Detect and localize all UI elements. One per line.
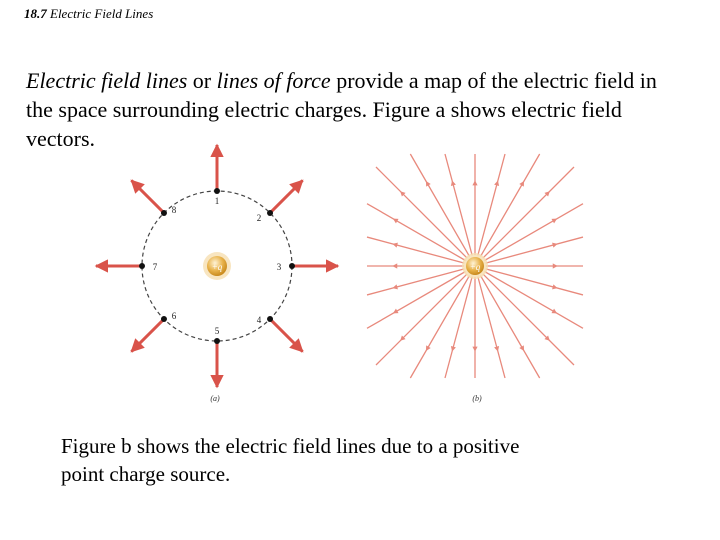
field-line-arrowhead <box>472 347 477 352</box>
field-line <box>481 154 540 256</box>
field-line <box>410 154 469 256</box>
charge-b-label: +q <box>469 262 481 272</box>
intro-connector: or <box>187 68 217 93</box>
field-point <box>267 316 273 322</box>
charge-a-label: +q <box>211 262 223 272</box>
field-line-arrowhead <box>494 346 499 352</box>
section-number: 18.7 <box>24 6 47 21</box>
field-line-arrowhead <box>451 346 456 352</box>
field-point <box>267 210 273 216</box>
field-vector-arrow <box>270 180 303 213</box>
point-label: 4 <box>256 315 262 326</box>
field-line <box>367 272 465 329</box>
field-vector-arrow <box>131 180 164 213</box>
field-line-arrowhead <box>451 181 456 187</box>
term-lines-of-force: lines of force <box>216 68 331 93</box>
field-point <box>161 210 167 216</box>
point-label: 8 <box>171 204 177 215</box>
point-label: 2 <box>256 212 262 223</box>
field-line <box>367 204 465 261</box>
field-line-arrowhead <box>552 243 558 248</box>
term-electric-field-lines: Electric field lines <box>26 68 188 93</box>
field-vector-arrow <box>270 319 303 352</box>
field-line <box>410 276 469 378</box>
figure-a <box>96 145 338 403</box>
field-line <box>485 204 583 261</box>
figure-b <box>367 154 583 403</box>
point-label: 3 <box>276 262 282 272</box>
field-vector-arrow <box>131 319 164 352</box>
point-label: 7 <box>152 262 158 272</box>
field-line-arrowhead <box>552 284 558 289</box>
caption: Figure b shows the electric field lines due to a positive point charge source. <box>61 434 520 486</box>
field-line-arrowhead <box>392 284 398 289</box>
field-line-arrowhead <box>392 243 398 248</box>
field-line-arrowhead <box>553 263 558 268</box>
point-label: 6 <box>171 311 177 322</box>
field-line <box>483 167 574 258</box>
panel-b-label: (b) <box>472 394 482 403</box>
field-point <box>289 263 295 269</box>
section-title: Electric Field Lines <box>50 6 154 21</box>
field-point <box>161 316 167 322</box>
field-line <box>376 274 467 365</box>
intro-rest: provide a map of the electric field in the space surrounding electric charges. Figure a shows electric field vectors. <box>26 68 657 151</box>
field-point <box>214 338 220 344</box>
field-line-arrowhead <box>392 263 397 268</box>
field-point <box>214 188 220 194</box>
field-line <box>483 274 574 365</box>
field-line-arrowhead <box>472 180 477 185</box>
field-line <box>376 167 467 258</box>
field-line <box>485 272 583 329</box>
field-point <box>139 263 145 269</box>
field-line-arrowhead <box>494 181 499 187</box>
panel-a-label: (a) <box>210 394 220 403</box>
point-label: 1 <box>214 196 220 206</box>
field-line <box>481 276 540 378</box>
point-label: 5 <box>214 326 220 336</box>
